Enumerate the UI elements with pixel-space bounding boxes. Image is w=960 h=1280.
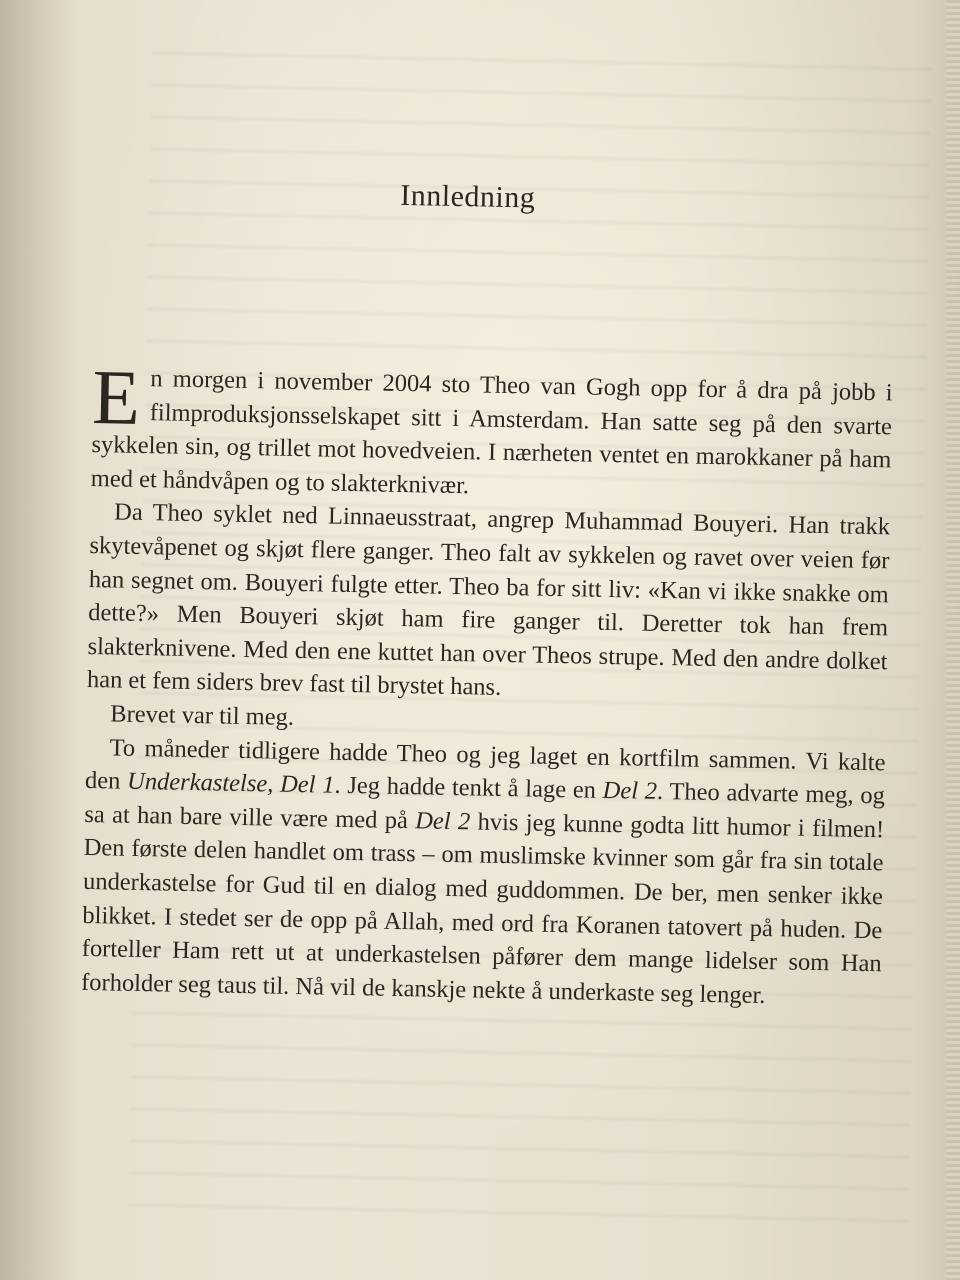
part-2-italic-second: Del 2 [415, 806, 471, 836]
part-2-italic: Del 2 [602, 776, 658, 806]
body-text [80, 353, 893, 1015]
paragraph-4-seg3: . Jeg hadde tenkt å lage en [334, 771, 603, 804]
paragraph-3: Brevet var til meg. [110, 700, 295, 731]
page-edges [946, 0, 960, 1280]
paragraph-4-seg1: To måneder tidligere hadde Theo og jeg laget en kortfilm sammen. Vi kalte den [84, 733, 886, 795]
spine-shadow [0, 0, 80, 1280]
paragraph-4-seg7: hvis jeg kunne godta litt humor i filmen! Den første delen handlet om trass – om muslimske kvinner som går fra sin totale underkastelse for Gud til en dialog med guddommen. De ber, men senker ikke blikket. I stedet ser de opp på Allah, med ord fra Koranen tatovert på huden. De forteller Ham rett ut at underkastelsen påfører dem mange lidelser som Han forholder seg taus til. Nå vil de kanskje nekte å underkaste seg lenger. [80, 808, 885, 1009]
paragraph-2: Da Theo syklet ned Linnaeusstraat, angrep Muhammad Bouyeri. Han trakk skytevåpenet og skjøt flere ganger. Theo falt av sykkelen og ravet over veien før han segnet om. Bouyeri fulgte etter. Theo ba for sitt liv: «Kan vi ikke snakke om dette?» Men Bouyeri skjøt ham fire ganger til. Deretter tok han frem slakterknivene. Med den ene kuttet han over Theos strupe. Med den andre dolket han et fem siders brev fast til brystet hans. [86, 498, 891, 702]
chapter-title: Innledning [399, 178, 536, 215]
film-title-italic: Underkastelse, Del 1 [126, 767, 335, 799]
paragraph-1 [90, 353, 893, 511]
page-content [44, 0, 924, 1009]
paragraph-1-text: n morgen i november 2004 sto Theo van Gogh opp for å dra på jobb i filmproduksjonsselskapet sitt i Amsterdam. Han satte seg på den svarte sykkelen sin, og trillet mot hovedveien. I nærheten ventet en marokkaner på ham med et håndvåpen og to slakterknivær. [90, 365, 893, 500]
paragraph-4 [81, 730, 886, 1014]
drop-cap: E [91, 353, 141, 441]
paragraph-4-seg5: . Theo advarte meg, og sa at han bare ville være med på [84, 778, 886, 834]
